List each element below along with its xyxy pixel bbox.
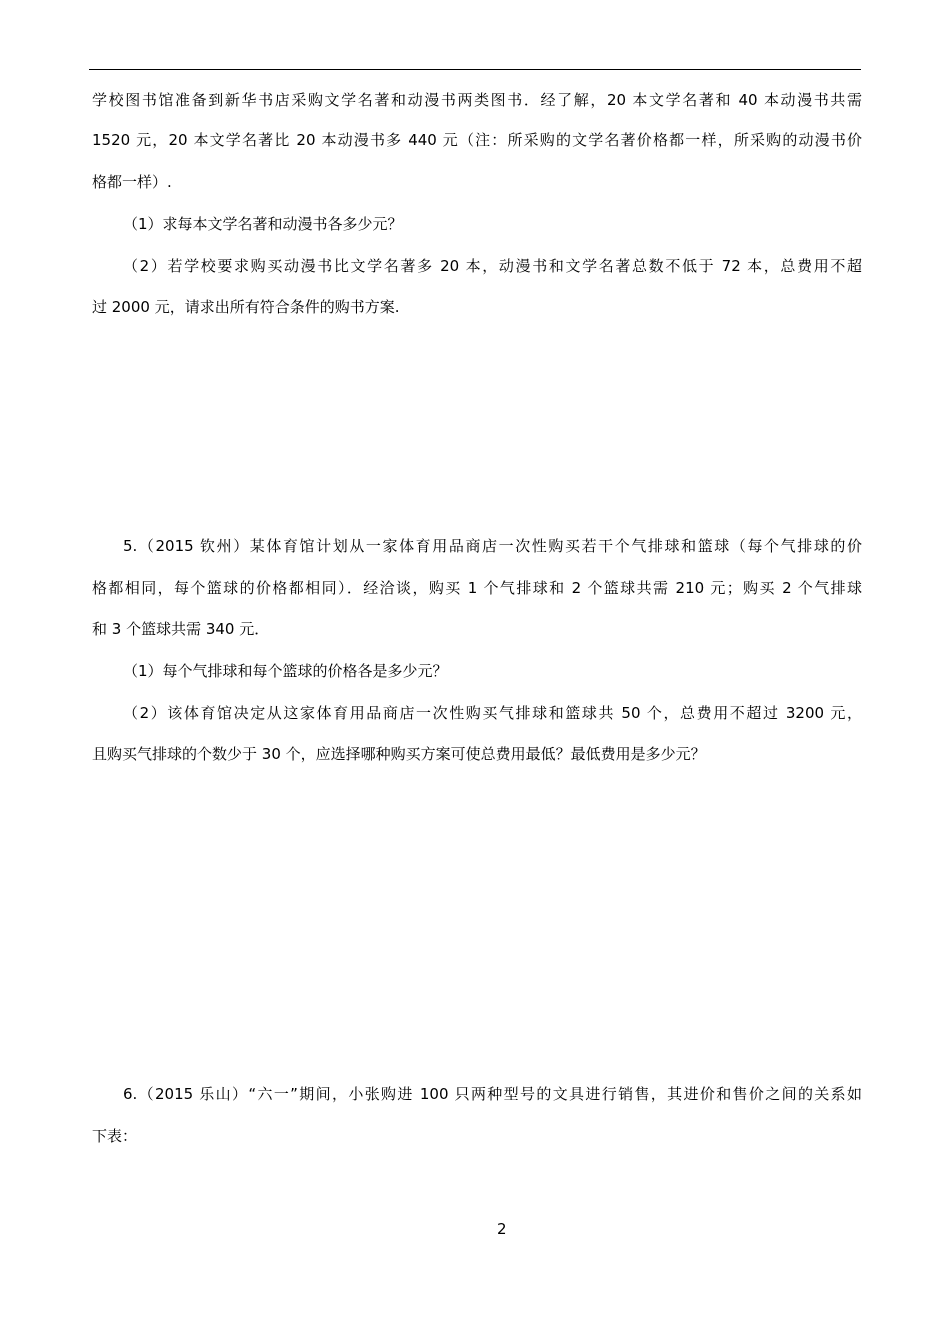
problem-4-intro-line-2: 1520 元，20 本文学名著比 20 本动漫书多 440 元（注：所采购的文学名著价格都一样，所采购的动漫书价 [92, 131, 862, 149]
page-number: 2 [497, 1220, 507, 1238]
problem-5-question-1: （1）每个气排球和每个篮球的价格各是多少元？ [123, 662, 448, 680]
problem-5-intro-line-1: 5.（2015 钦州）某体育馆计划从一家体育用品商店一次性购买若干个气排球和篮球（每个气排球的价 [123, 537, 862, 555]
problem-4-intro-line-1: 学校图书馆准备到新华书店采购文学名著和动漫书两类图书．经了解，20 本文学名著和 40 本动漫书共需 [92, 91, 862, 109]
problem-4-question-1: （1）求每本文学名著和动漫书各多少元？ [123, 215, 403, 233]
problem-6-intro-line-2: 下表： [92, 1127, 138, 1145]
header-rule [89, 69, 861, 70]
problem-5-question-2-line-1: （2）该体育馆决定从这家体育用品商店一次性购买气排球和篮球共 50 个，总费用不超过 3200 元， [123, 704, 862, 722]
problem-5-intro-line-3: 和 3 个篮球共需 340 元． [92, 620, 270, 638]
problem-4-question-2-line-2: 过 2000 元，请求出所有符合条件的购书方案. [92, 298, 400, 316]
problem-4-intro-line-3: 格都一样）. [92, 173, 172, 191]
problem-5-intro-line-2: 格都相同，每个篮球的价格都相同）．经洽谈，购买 1 个气排球和 2 个篮球共需 210 元；购买 2 个气排球 [92, 579, 862, 597]
problem-4-question-2-line-1: （2）若学校要求购买动漫书比文学名著多 20 本，动漫书和文学名著总数不低于 72 本，总费用不超 [123, 257, 862, 275]
problem-6-intro-line-1: 6.（2015 乐山）“六一”期间，小张购进 100 只两种型号的文具进行销售，其进价和售价之间的关系如 [123, 1085, 862, 1103]
problem-5-question-2-line-2: 且购买气排球的个数少于 30 个，应选择哪种购买方案可使总费用最低？最低费用是多少元？ [92, 745, 706, 763]
